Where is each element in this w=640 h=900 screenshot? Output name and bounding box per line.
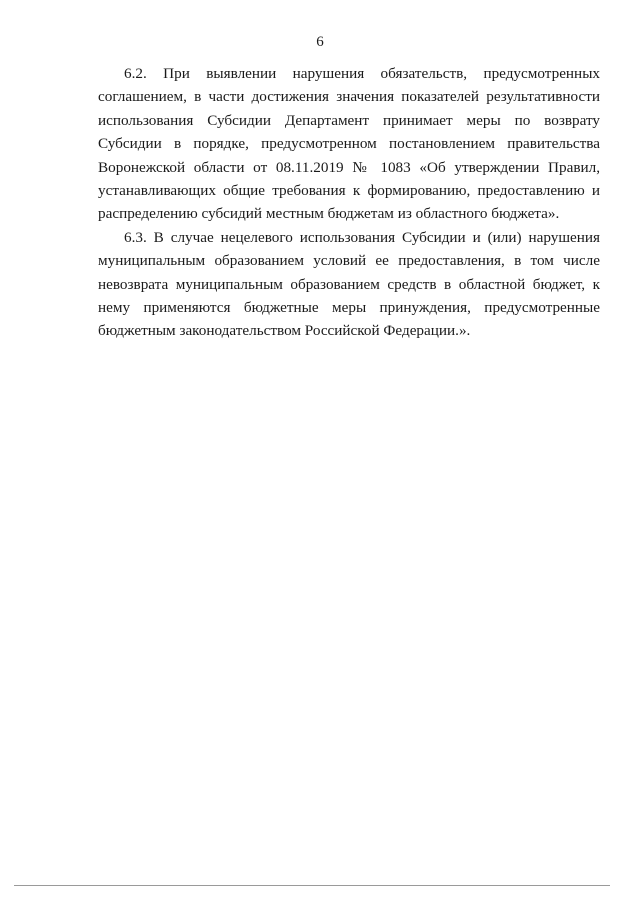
paragraph-6-2: 6.2. При выявлении нарушения обязательств, предусмотренных соглашением, в части достижения значения показателей результативности использования Субсидии Департамент принимает меры по возврату Субсидии в порядке, предусмотренном постановлением правительства Воронежской области от 08.11.2019 № 1083 «Об утверждении Правил, устанавливающих общие требования к формированию, предоставлению и распределению субсидий местным бюджетам из областного бюджета».	[98, 65, 600, 223]
page-number: 6	[316, 34, 324, 50]
paragraph-6-3: 6.3. В случае нецелевого использования Субсидии и (или) нарушения муниципальным образованием условий ее предоставления, в том числе невозврата муниципальным образованием средств в областной бюджет, к нему применяются бюджетные меры принуждения, предусмотренные бюджетным законодательством Российской Федерации.».	[98, 228, 600, 340]
bottom-scan-edge	[14, 885, 610, 886]
document-body	[98, 62, 600, 343]
